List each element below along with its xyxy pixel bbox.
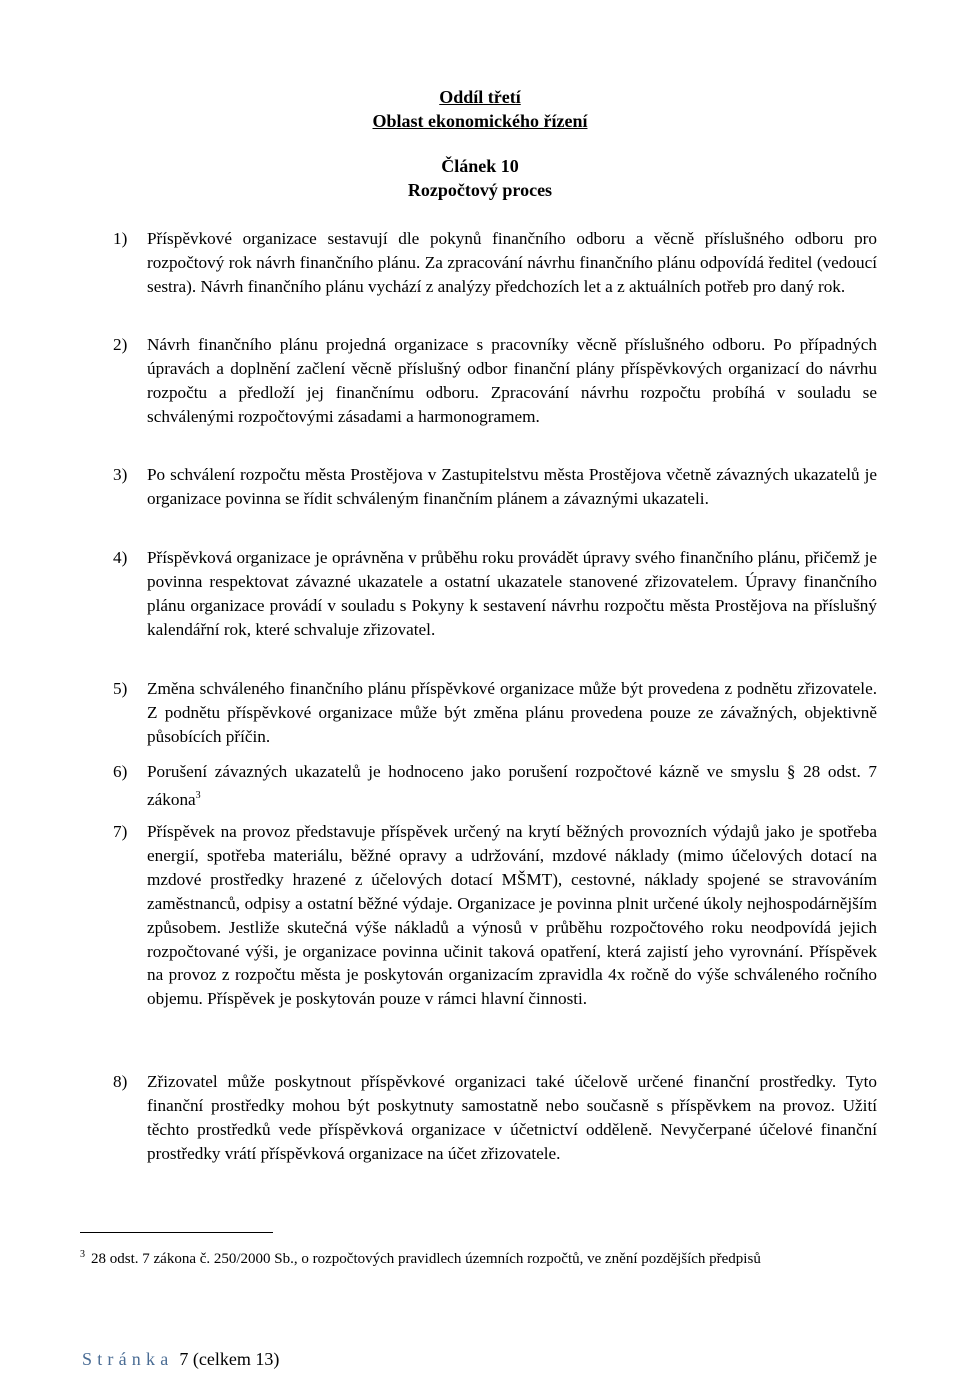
article-title: Rozpočtový proces [407,180,553,200]
paragraph-number: 8) [113,1072,128,1091]
paragraph-2 [113,333,877,429]
paragraph-number: 5) [113,679,128,698]
section-subtitle: Oblast ekonomického řízení [372,111,588,131]
paragraph-text: Zřizovatel může poskytnout příspěvkové organizaci také účelově určené finanční prostředky. Tyto finanční prostředky mohou být poskytnuty samostatně nebo současně s příspěvkem na provoz. Užití těchto prostředků vede příspěvková organizace v účetnictví odděleně. Nevyčerpané účelové finanční prostředky vrátí příspěvková organizace na účet zřizovatele. [147,1072,877,1163]
paragraph-number: 6) [113,762,128,781]
section-title: Oddíl třetí [439,87,521,107]
paragraph-number: 7) [113,822,128,841]
footnote [80,1243,850,1271]
paragraph-1 [113,227,877,299]
footnote-text: 28 odst. 7 zákona č. 250/2000 Sb., o rozpočtových pravidlech územních rozpočtů, ve znění pozdějších předpisů [91,1251,761,1267]
page-number: 7 (celkem 13) [179,1349,280,1369]
paragraph-6 [113,760,877,812]
article-number: Článek 10 [441,156,519,176]
footnote-mark: 3 [80,1249,85,1260]
paragraph-text: Příspěvkové organizace sestavují dle pokynů finančního odboru a věcně příslušného odboru pro rozpočtový rok návrh finančního plánu. Za zpracování návrhu finančního plánu odpovídá ředitel (vedoucí sestra). Návrh finančního plánu vychází z analýzy předchozích let a z aktuálních potřeb pro daný rok. [147,229,877,296]
footnote-separator [80,1232,273,1233]
paragraph-4 [113,546,877,642]
paragraph-number: 2) [113,335,128,354]
paragraph-text-body: Porušení závazných ukazatelů je hodnoceno jako porušení rozpočtové kázně ve smyslu § 28 odst. 7 zákona [147,762,877,809]
page-number-footer [82,1347,279,1371]
paragraph-number: 1) [113,229,128,248]
page-label: Stránka [82,1349,174,1369]
paragraph-text: Příspěvek na provoz představuje příspěvek určený na krytí běžných provozních výdajů jako je spotřeba energií, spotřeba materiálu, běžné opravy a udržování, mzdové náklady (mimo účelových dotací na mzdové prostředky hrazené z účelových dotací MŠMT), cestovné, náklady spojené se stravováním zaměstnanců, odpisy a ostatní běžné výdaje. Organizace je povinna plnit určené úkoly nejhospodárnějším způsobem. Jestliže skutečná výše nákladů a výnosů v průběhu rozpočtového roku neodpovídá jejich rozpočtované výši, je organizace povinna učinit taková opatření, která zajistí jeho vyrovnání. Příspěvek na provoz z rozpočtu města je poskytován organizacím zpravidla 4x ročně do výše schváleného ročního objemu. Příspěvek je poskytován pouze v rámci hlavní činnosti. [147,822,877,1009]
paragraph-text: Po schválení rozpočtu města Prostějova v Zastupitelstvu města Prostějova včetně závazných ukazatelů je organizace povinna se řídit schváleným finančním plánem a závaznými ukazateli. [147,465,877,508]
paragraph-text [147,760,877,812]
paragraph-5 [113,677,877,749]
paragraph-text: Návrh finančního plánu projedná organizace s pracovníky věcně příslušného odboru. Po případných úpravách a doplnění začlení věcně příslušný odbor finanční plány příspěvkových organizací do návrhu rozpočtu a předloží jej finančnímu odboru. Zpracování návrhu rozpočtu probíhá v souladu se schválenými rozpočtovými zásadami a harmonogramem. [147,335,877,426]
paragraph-text: Změna schváleného finančního plánu příspěvkové organizace může být provedena z podnětu zřizovatele. Z podnětu příspěvkové organizace může být změna plánu provedena pouze ze závažných, objektivně působících příčin. [147,679,877,746]
paragraph-number: 4) [113,548,128,567]
paragraph-7 [113,820,877,1011]
paragraph-number: 3) [113,465,128,484]
paragraph-text: Příspěvková organizace je oprávněna v průběhu roku provádět úpravy svého finančního plánu, přičemž je povinna respektovat závazné ukazatele a ostatní ukazatele stanovené zřizovatelem. Úpravy finančního plánu organizace provádí v souladu s Pokyny k sestavení návrhu rozpočtu města Prostějova na příslušný kalendářní rok, které schvaluje zřizovatel. [147,548,877,639]
footnote-reference: 3 [195,789,201,801]
paragraph-8 [113,1070,877,1166]
paragraph-3 [113,463,877,511]
